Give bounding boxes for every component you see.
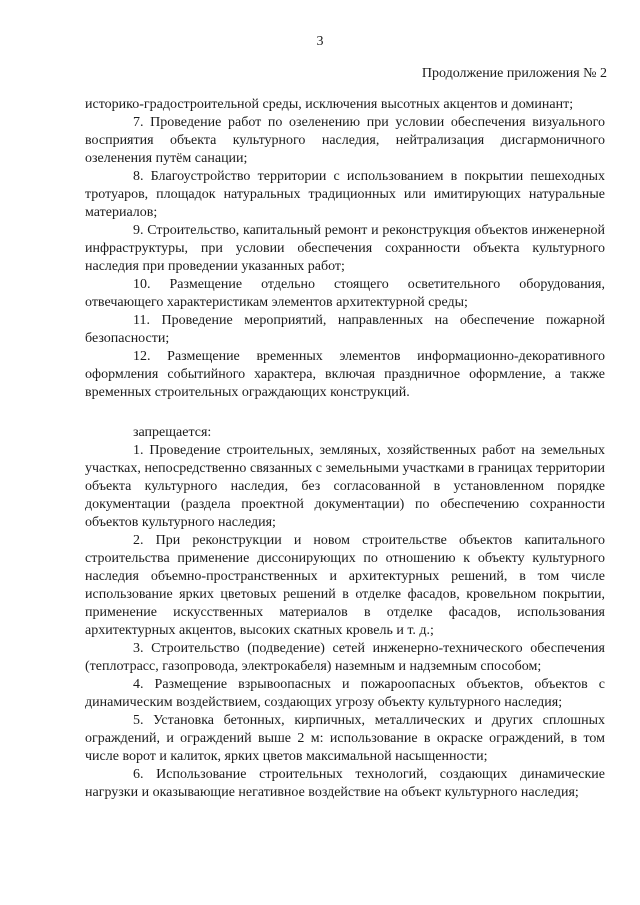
allowed-item-10: 10. Размещение отдельно стоящего осветительного оборудования, отвечающего характеристикам элементов архитектурной среды; — [85, 277, 605, 310]
allowed-item-9: 9. Строительство, капитальный ремонт и реконструкция объектов инженерной инфраструктуры, при условии обеспечения сохранности объекта культурного наследия при проведении указанных работ; — [85, 223, 605, 274]
prohibited-item-2: 2. При реконструкции и новом строительстве объектов капитального строительства применение диссонирующих по отношению к объекту культурного наследия объемно-пространственных и архитектурных решений, в том числе использование ярких цветовых решений в отделке фасадов, кровельном покрытии, применение искусственных материалов в отделке фасадов, использования архитектурных акцентов, высоких скатных кровель и т. д.; — [85, 533, 605, 638]
allowed-item-12: 12. Размещение временных элементов информационно-декоративного оформления событийного характера, включая праздничное оформление, а также временных строительных ограждающих конструкций. — [85, 349, 605, 400]
allowed-item-7: 7. Проведение работ по озеленению при условии обеспечения визуального восприятия объекта культурного наследия, нейтрализация дисгармоничного озеленения путём санации; — [85, 115, 605, 166]
allowed-item-11: 11. Проведение мероприятий, направленных на обеспечение пожарной безопасности; — [85, 313, 605, 346]
prohibited-item-4: 4. Размещение взрывоопасных и пожароопасных объектов, объектов с динамическим воздействием, создающих угрозу объекту культурного наследия; — [85, 677, 605, 710]
prohibited-item-5: 5. Установка бетонных, кирпичных, металлических и других сплошных ограждений, и ограждений выше 2 м: использование в окраске ограждений, в том числе ворот и калиток, ярких цветов максимальной насыщенности; — [85, 713, 605, 764]
page-number: 3 — [316, 34, 324, 49]
prohibited-item-3: 3. Строительство (подведение) сетей инженерно-технического обеспечения (теплотрасс, газопровода, электрокабеля) наземным и надземным способом; — [85, 641, 605, 674]
appendix-continuation-note: Продолжение приложения № 2 — [421, 66, 607, 81]
prohibited-section-label: запрещается: — [133, 425, 212, 440]
document-body — [85, 96, 605, 802]
allowed-item-continuation: историко-градостроительной среды, исключения высотных акцентов и доминант; — [85, 97, 574, 112]
prohibited-item-6: 6. Использование строительных технологий, создающих динамические нагрузки и оказывающие негативное воздействие на объект культурного наследия; — [85, 767, 605, 800]
allowed-item-8: 8. Благоустройство территории с использованием в покрытии пешеходных тротуаров, площадок натуральных традиционных или имитирующих натуральные материалов; — [85, 169, 605, 220]
prohibited-item-1: 1. Проведение строительных, земляных, хозяйственных работ на земельных участках, непосредственно связанных с земельными участками в границах территории объекта культурного наследия, без согласованной в установленном порядке документации (раздела проектной документации) по обеспечению сохранности объектов культурного наследия; — [85, 443, 605, 530]
